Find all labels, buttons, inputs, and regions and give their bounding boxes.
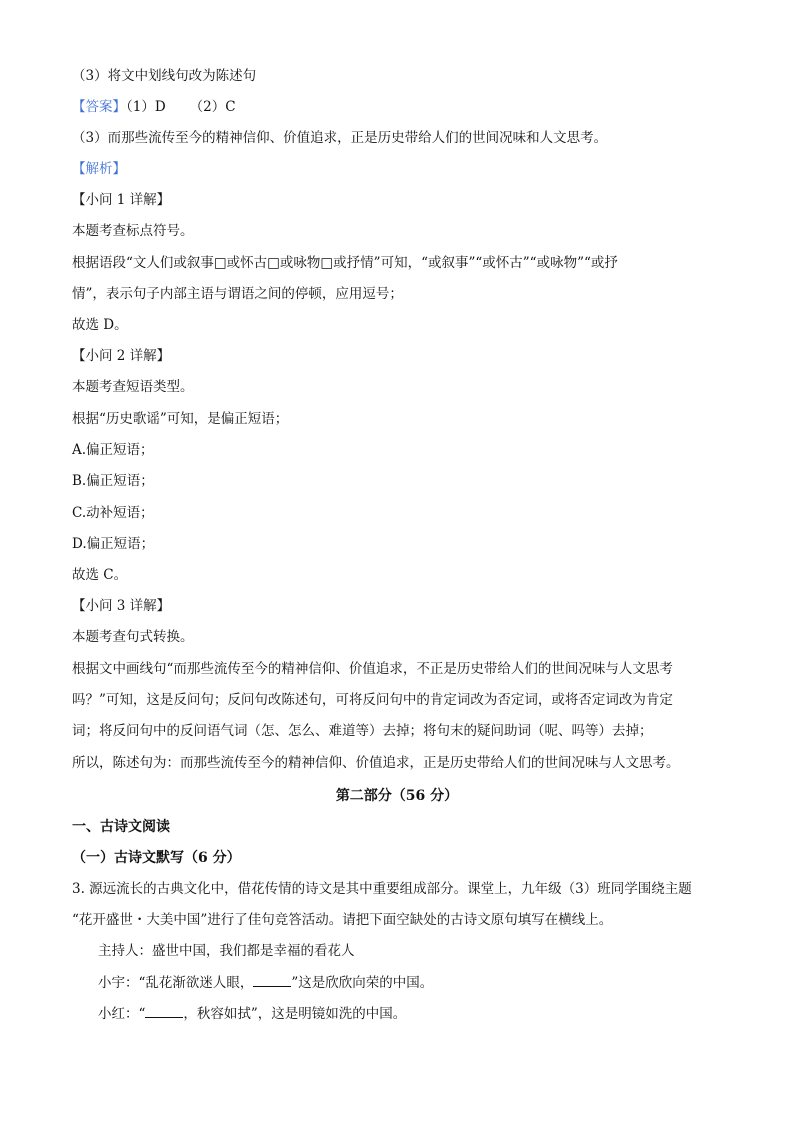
- xiaohong-line: [98, 1003, 406, 1024]
- subsection-heading: （一）古诗文默写（6 分）: [72, 850, 241, 866]
- answer-part3: （3）而那些流传至今的精神信仰、价值追求，正是历史带给人们的世间况味和人文思考。: [72, 130, 608, 146]
- sub1-line: 故选 D。: [72, 317, 128, 333]
- q3-instruction: （3）将文中划线句改为陈述句: [72, 68, 257, 84]
- answer-part2: （2）C: [189, 99, 236, 115]
- answer-line: [72, 97, 236, 117]
- answer-blank[interactable]: [253, 972, 291, 987]
- sub1-line: 本题考查标点符号。: [72, 223, 194, 239]
- sub2-heading: 【小问 2 详解】: [72, 348, 171, 364]
- sub2-line: D.偏正短语；: [72, 536, 155, 552]
- xiaoyu-prefix: 小宇：“乱花渐欲迷人眼，: [98, 975, 254, 991]
- xiaoyu-suffix: ”这是欣欣向荣的中国。: [291, 975, 434, 991]
- xiaohong-suffix: ，秋容如拭”，这是明镜如洗的中国。: [183, 1006, 407, 1022]
- sub3-line: 词；将反问句中的反问语气词（怎、怎么、难道等）去掉；将句末的疑问助词（呢、吗等）去掉；: [72, 723, 653, 739]
- analysis-tag: 【解析】: [72, 161, 126, 177]
- sub2-line: 本题考查短语类型。: [72, 379, 194, 395]
- part2-title: 第二部分（56 分）: [335, 788, 459, 804]
- answer-tag: 【答案】: [72, 99, 126, 115]
- sub3-line: 吗？”可知，这是反问句；反问句改陈述句，可将反问句中的肯定词改为否定词，或将否定词改为肯定: [72, 692, 673, 708]
- sub2-line: C.动补短语；: [72, 505, 154, 521]
- sub3-line: 所以，陈述句为：而那些流传至今的精神信仰、价值追求，正是历史带给人们的世间况味与人文思考。: [72, 755, 680, 771]
- answer-part1: （1）D: [126, 99, 166, 115]
- sub2-line: B.偏正短语；: [72, 473, 154, 489]
- host-line: 主持人：盛世中国，我们都是幸福的看花人: [98, 943, 355, 959]
- answer-blank[interactable]: [145, 1003, 183, 1018]
- question3-line: 3. 源远流长的古典文化中，借花传情的诗文是其中重要组成部分。课堂上，九年级（3）班同学围绕主题: [72, 881, 692, 897]
- sub3-heading: 【小问 3 详解】: [72, 598, 171, 614]
- sub2-line: 故选 C。: [72, 567, 128, 583]
- question3-line: “花开盛世・大美中国”进行了佳句竞答活动。请把下面空缺处的古诗文原句填写在横线上。: [72, 912, 613, 928]
- sub1-line: 情”，表示句子内部主语与谓语之间的停顿，应用逗号；: [72, 286, 403, 302]
- sub3-line: 根据文中画线句“而那些流传至今的精神信仰、价值追求，不正是历史带给人们的世间况味与人文思考: [72, 661, 673, 677]
- sub2-line: 根据“历史歌谣”可知，是偏正短语；: [72, 411, 289, 427]
- xiaohong-prefix: 小红：“: [98, 1006, 146, 1022]
- sub2-line: A.偏正短语；: [72, 442, 154, 458]
- sub1-heading: 【小问 1 详解】: [72, 192, 171, 208]
- xiaoyu-line: [98, 972, 433, 993]
- section-heading: 一、古诗文阅读: [72, 819, 170, 835]
- sub1-line: 根据语段“文人们或叙事□或怀古□或咏物□或抒情”可知，“或叙事”“或怀古”“或咏物”“或抒: [72, 255, 618, 271]
- sub3-line: 本题考查句式转换。: [72, 629, 194, 645]
